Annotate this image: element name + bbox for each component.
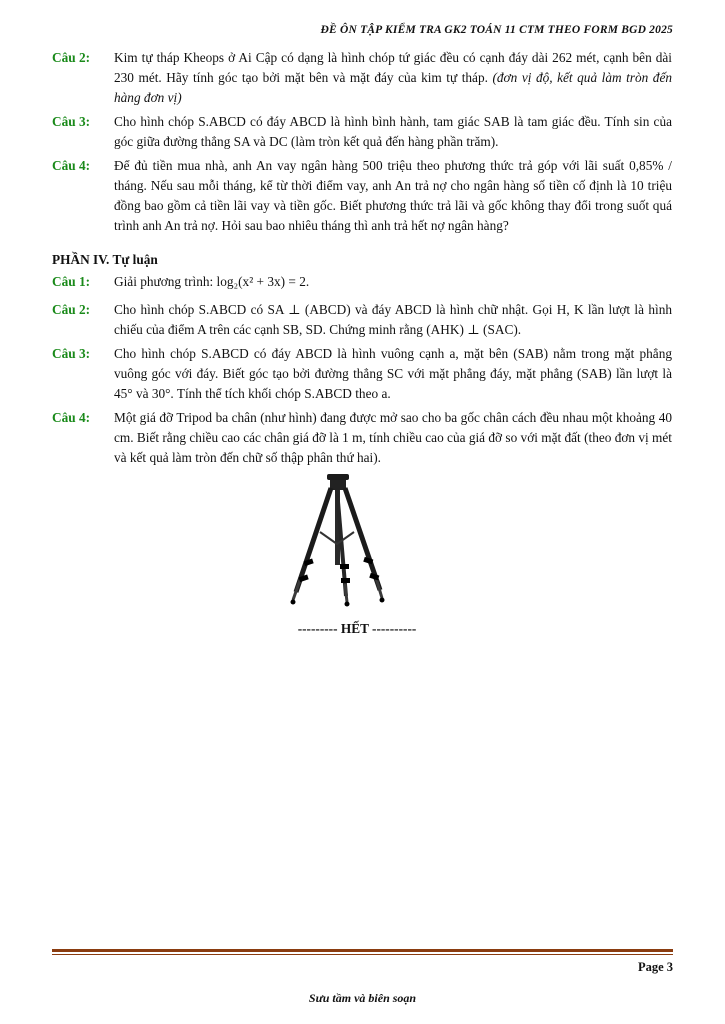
- question-label: Câu 4:: [52, 410, 91, 425]
- question-p4-1: [52, 272, 672, 292]
- question-p3-4: [52, 156, 672, 236]
- question-p4-4: [52, 408, 672, 468]
- question-label: Câu 3:: [52, 346, 91, 361]
- question-text: Cho hình chóp S.ABCD có đáy ABCD là hình bình hành, tam giác SAB là tam giác đều. Tính sin của góc giữa đường thẳng SA và DC (làm tròn kết quả đến hàng phần trăm).: [114, 114, 672, 149]
- footer-rule-thin: [52, 954, 673, 955]
- question-p3-2: [52, 48, 672, 108]
- question-p3-3: [52, 112, 672, 152]
- question-label: Câu 2:: [52, 50, 91, 65]
- question-label: Câu 2:: [52, 302, 91, 317]
- end-marker: --------- HẾT ----------: [297, 621, 417, 636]
- tripod-image: [290, 472, 385, 607]
- question-text: Để đủ tiền mua nhà, anh An vay ngân hàng 500 triệu theo phương thức trả góp với lãi suất 0,85% / tháng. Nếu sau mỗi tháng, kể từ thời điểm vay, anh An trả nợ cho ngân hàng số tiền cố định là 10 triệu đồng bao gồm cả tiền lãi vay và tiền gốc. Biết phương thức trả lãi và gốc không thay đổi trong suốt quá trình anh An trả nợ. Hỏi sau bao nhiêu tháng thì anh trả hết nợ ngân hàng?: [114, 158, 672, 233]
- document-body: [52, 48, 672, 639]
- question-text: Một giá đỡ Tripod ba chân (như hình) đang được mở sao cho ba gốc chân cách đều nhau một khoảng 40 cm. Biết rằng chiều cao các chân giá đỡ là 1 m, tính chiều cao của giá đỡ so với mặt đất (theo đơn vị mét và kết quả làm tròn đến chữ số thập phân thứ hai).: [114, 410, 672, 465]
- question-p4-2: [52, 300, 672, 340]
- question-text: Cho hình chóp S.ABCD có SA ⊥ (ABCD) và đáy ABCD là hình chữ nhật. Gọi H, K lần lượt là hình chiếu của điểm A trên các cạnh SB, SD. Chứng minh rằng (AHK) ⊥ (SAC).: [114, 302, 672, 337]
- question-label: Câu 1:: [52, 274, 91, 289]
- question-note: (đơn vị độ, kết quả làm tròn đến hàng đơn vị): [114, 70, 673, 105]
- question-text: Giải phương trình: log₂(x² + 3x) = 2.: [114, 274, 310, 289]
- section-title: PHẦN IV. Tự luận: [52, 252, 158, 267]
- page-number: Page 3: [637, 960, 673, 974]
- question-p4-3: [52, 344, 672, 404]
- question-label: Câu 4:: [52, 158, 91, 173]
- question-label: Câu 3:: [52, 114, 91, 129]
- question-text: Cho hình chóp S.ABCD có đáy ABCD là hình vuông cạnh a, mặt bên (SAB) nằm trong mặt phẳng vuông góc với đáy. Biết góc tạo bởi đường thẳng SC với mặt phẳng đáy, mặt phẳng (SAB) lần lượt là 45° và 30°. Tính thể tích khối chóp S.ABCD theo a.: [114, 346, 672, 401]
- footer-rule: [52, 949, 673, 952]
- footer-text: Sưu tầm và biên soạn: [308, 991, 417, 1005]
- question-text: Kim tự tháp Kheops ở Ai Cập có dạng là hình chóp tứ giác đều có cạnh đáy dài 262 mét, cạnh bên dài 230 mét. Hãy tính góc tạo bởi mặt bên và mặt đáy của kim tự tháp.: [114, 50, 672, 85]
- document-header: ĐỀ ÔN TẬP KIỂM TRA GK2 TOÁN 11 CTM THEO FORM BGD 2025: [320, 24, 673, 36]
